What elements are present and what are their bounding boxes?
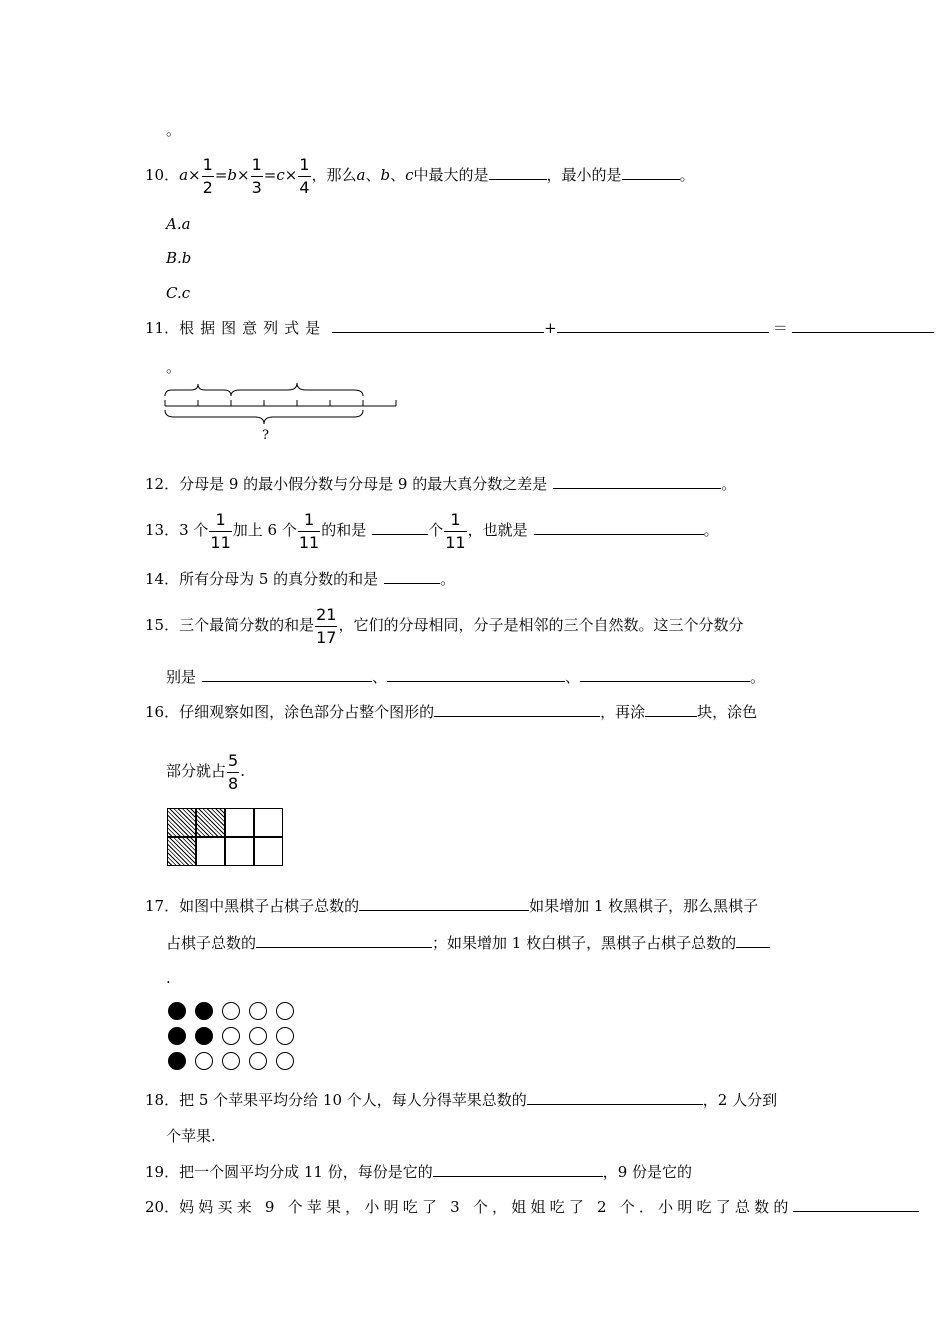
answer-blank[interactable] <box>434 702 600 717</box>
var-a: a <box>179 166 189 184</box>
answer-blank[interactable] <box>384 569 440 584</box>
q11-number: 11． <box>145 319 180 337</box>
answer-blank[interactable] <box>622 165 680 180</box>
option-c[interactable]: C.c <box>166 284 191 302</box>
grid-cell-shaded <box>167 837 196 866</box>
fraction-1-3: $\frac{1}{3}$ <box>251 154 262 197</box>
q20-number: 20． <box>145 1198 180 1216</box>
black-piece <box>195 1027 213 1045</box>
question-15: 15．三个最简分数的和是 $\frac{21}{17}$ ，它们的分母相同，分子是相邻的三个自然数。这三个分数分 <box>145 604 744 647</box>
answer-blank[interactable] <box>387 667 565 682</box>
top-mark: 。 <box>166 121 182 139</box>
grid-cell <box>225 808 254 837</box>
white-piece <box>222 1052 240 1070</box>
question-12: 12．分母是 9 的最小假分数与分母是 9 的最大真分数之差是 。 <box>145 475 737 493</box>
times-sign: × <box>284 166 298 184</box>
grid-cell <box>225 837 254 866</box>
question-19: 19．把一个圆平均分成 11 份，每份是它的 ，9 份是它的 <box>145 1163 693 1181</box>
white-piece <box>276 1002 294 1020</box>
black-piece <box>195 1002 213 1020</box>
question-17: 17．如图中黑棋子占棋子总数的 如果增加 1 枚黑棋子，那么黑棋子 <box>145 897 759 915</box>
answer-blank[interactable] <box>580 667 750 682</box>
white-piece <box>222 1002 240 1020</box>
question-17-line2: 占棋子总数的 ；如果增加 1 枚白棋子，黑棋子占棋子总数的 <box>166 933 770 952</box>
q10-number: 10． <box>145 166 180 184</box>
option-b[interactable]: B.b <box>166 249 192 267</box>
equals-sign: = <box>214 166 228 184</box>
question-11: 11．根据图意列式是 + ＝ <box>145 318 934 337</box>
tick-marks <box>165 400 396 406</box>
shaded-grid-figure <box>167 808 285 868</box>
answer-blank[interactable] <box>527 1090 703 1105</box>
question-mark-label: ? <box>262 428 269 443</box>
answer-blank[interactable] <box>736 933 770 948</box>
question-18: 18．把 5 个苹果平均分给 10 个人，每人分得苹果总数的 ，2 人分到 <box>145 1091 778 1109</box>
answer-blank[interactable] <box>557 318 769 333</box>
answer-blank[interactable] <box>534 520 704 535</box>
answer-blank[interactable] <box>792 318 934 333</box>
grid-cell <box>196 837 225 866</box>
white-piece <box>249 1002 267 1020</box>
white-piece <box>276 1027 294 1045</box>
question-10: 10．a× $\frac{1}{2}$ =b× $\frac{1}{3}$ =c× $\frac{1}{4}$ ，那么a、b、c中最大的是 ，最小的是 。 <box>145 154 695 197</box>
equals-sign: = <box>263 166 277 184</box>
fraction-1-2: $\frac{1}{2}$ <box>202 154 213 197</box>
grid-cell-shaded <box>196 808 225 837</box>
question-16: 16．仔细观察如图，涂色部分占整个图形的 ，再涂 块，涂色 <box>145 703 758 721</box>
black-piece <box>168 1027 186 1045</box>
answer-blank[interactable] <box>359 896 529 911</box>
grid-cell-shaded <box>167 808 196 837</box>
white-piece <box>249 1027 267 1045</box>
chess-pieces-figure <box>168 1002 303 1074</box>
brace-top-left <box>165 384 231 396</box>
fraction-1-4: $\frac{1}{4}$ <box>299 154 310 197</box>
black-piece <box>168 1052 186 1070</box>
brace-top-right <box>231 383 363 396</box>
answer-blank[interactable] <box>645 702 697 717</box>
answer-blank[interactable] <box>202 667 372 682</box>
fraction-5-8: $\frac{5}{8}$ <box>228 750 239 793</box>
answer-blank[interactable] <box>553 474 721 489</box>
answer-blank[interactable] <box>433 1162 603 1177</box>
q11-end: 。 <box>166 358 182 376</box>
grid-cell <box>254 808 283 837</box>
fraction-21-17: $\frac{21}{17}$ <box>316 604 337 647</box>
white-piece <box>276 1052 294 1070</box>
black-piece <box>168 1002 186 1020</box>
answer-blank[interactable] <box>256 933 432 948</box>
brace-bottom <box>165 410 363 424</box>
answer-blank[interactable] <box>332 318 544 333</box>
answer-blank[interactable] <box>793 1197 919 1212</box>
question-14: 14．所有分母为 5 的真分数的和是 。 <box>145 570 456 588</box>
option-a[interactable]: A.a <box>166 215 191 233</box>
var-b: b <box>227 166 237 184</box>
number-line-diagram <box>160 380 405 446</box>
question-16-line2: 部分就占 $\frac{5}{8}$ . <box>166 750 245 793</box>
question-15-line2: 别是 、 、 。 <box>166 668 766 686</box>
times-sign: × <box>237 166 250 184</box>
fraction-1-11: $\frac{1}{11}$ <box>210 509 231 552</box>
answer-blank[interactable] <box>372 520 428 535</box>
times-sign: × <box>188 166 201 184</box>
question-18-line2: 个苹果. <box>166 1127 216 1145</box>
question-20: 20．妈妈买来 9 个苹果，小明吃了 3 个，姐姐吃了 2 个．小明吃了总数的 <box>145 1197 919 1216</box>
var-c: c <box>276 166 285 184</box>
question-17-line3: . <box>166 969 171 987</box>
fraction-1-11: $\frac{1}{11}$ <box>298 509 320 552</box>
fraction-1-11: $\frac{1}{11}$ <box>445 509 466 552</box>
answer-blank[interactable] <box>489 165 547 180</box>
question-13: 13．3 个 $\frac{1}{11}$ 加上 6 个 $\frac{1}{11}$ 的和是 个 $\frac{1}{11}$ ，也就是 。 <box>145 509 719 552</box>
white-piece <box>222 1027 240 1045</box>
white-piece <box>249 1052 267 1070</box>
white-piece <box>195 1052 213 1070</box>
grid-cell <box>254 837 283 866</box>
